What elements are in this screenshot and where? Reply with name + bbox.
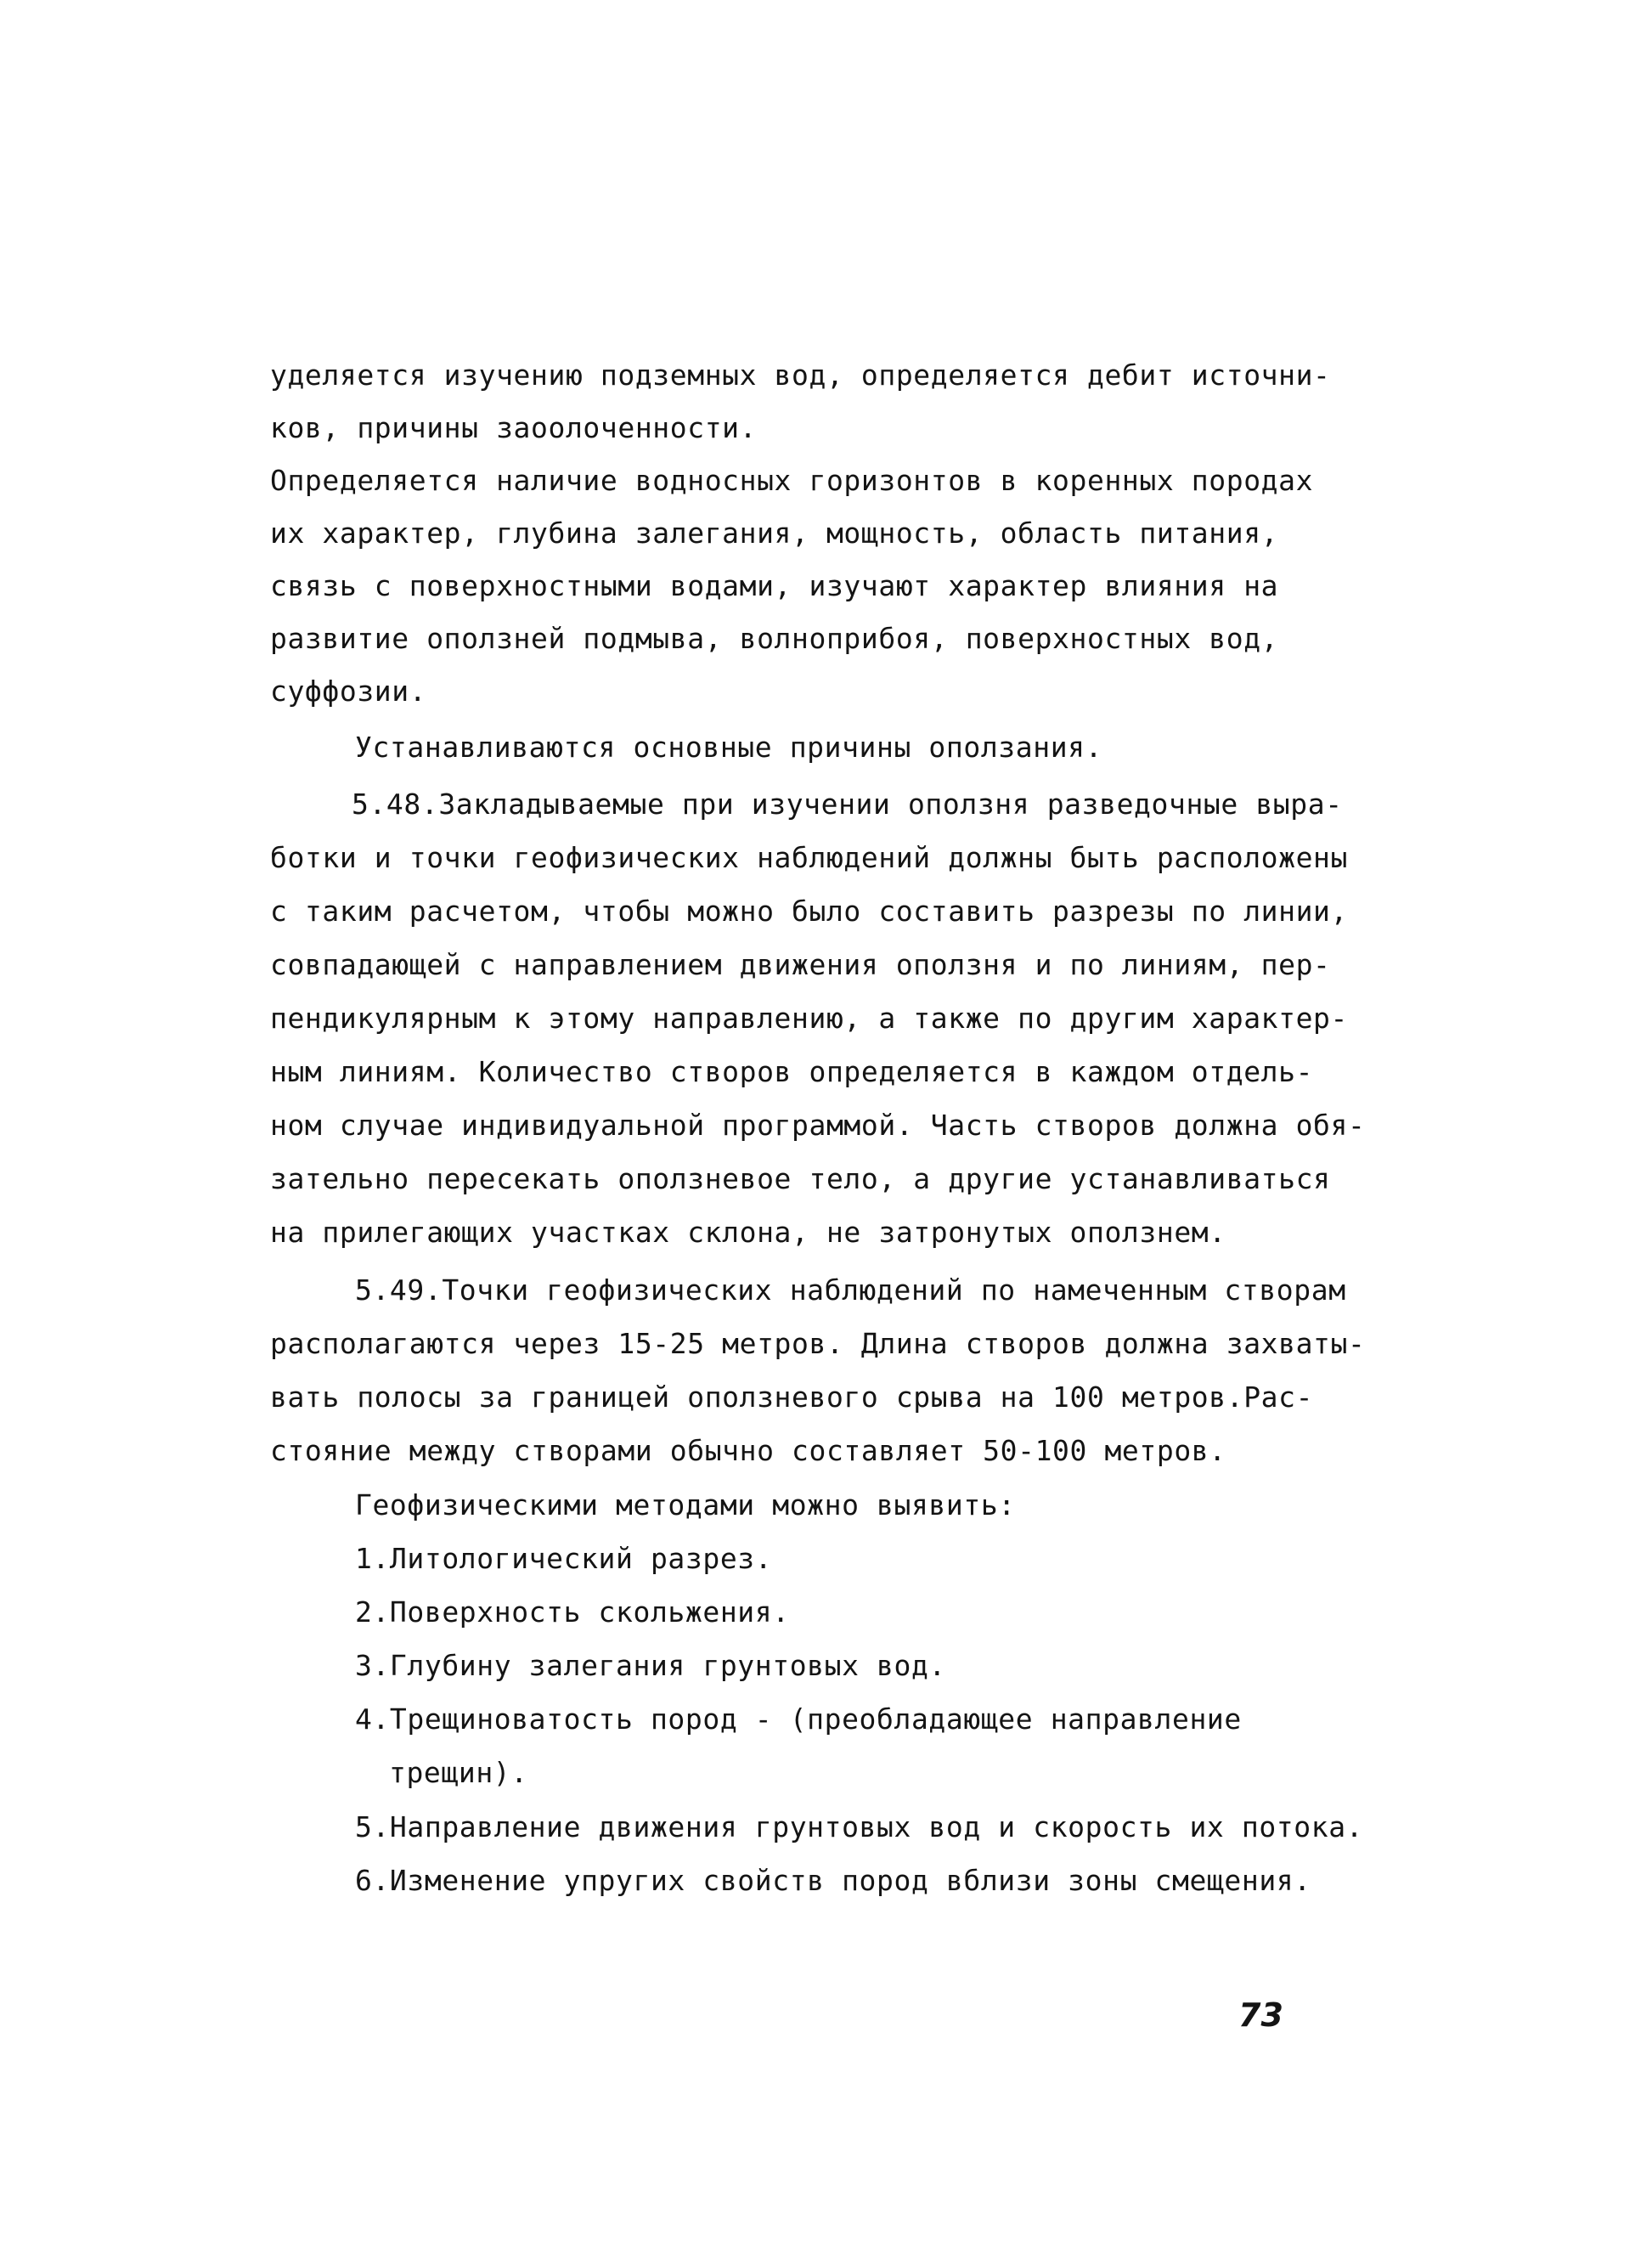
- text-line: совпадающей с направлением движения оползня и по линиям, пер-: [270, 948, 1331, 981]
- text-line: Определяется наличие водносных горизонтов в коренных породах: [270, 464, 1314, 497]
- text-line: 5.Направление движения грунтовых вод и скорость их потока.: [355, 1810, 1364, 1843]
- text-line: стояние между створами обычно составляет 50-100 метров.: [270, 1434, 1226, 1467]
- page-number: 73: [1238, 1996, 1283, 2034]
- text-line: 5.49.Точки геофизических наблюдений по намеченным створам: [355, 1273, 1346, 1307]
- text-line: ботки и точки геофизических наблюдений должны быть расположены: [270, 841, 1348, 874]
- text-line: Устанавливаются основные причины оползания.: [355, 731, 1103, 764]
- text-line: суффозии.: [270, 675, 427, 708]
- text-line: ном случае индивидуальной программой. Часть створов должна обя-: [270, 1109, 1366, 1142]
- text-line: располагаются через 15-25 метров. Длина створов должна захваты-: [270, 1327, 1366, 1360]
- text-line: 3.Глубину залегания грунтовых вод.: [355, 1649, 946, 1682]
- text-line: 6.Изменение упругих свойств пород вблизи зоны смещения.: [355, 1864, 1311, 1897]
- text-line: 2.Поверхность скольжения.: [355, 1595, 790, 1629]
- text-line: уделяется изучению подземных вод, определяется дебит источни-: [270, 359, 1331, 392]
- text-line: 1.Литологический разрез.: [355, 1542, 773, 1575]
- text-line: их характер, глубина залегания, мощность, область питания,: [270, 517, 1279, 550]
- text-line: зательно пересекать оползневое тело, а другие устанавливаться: [270, 1162, 1331, 1195]
- text-line: 4.Трещиноватость пород - (преобладающее направление: [355, 1702, 1242, 1736]
- text-line: на прилегающих участках склона, не затронутых оползнем.: [270, 1216, 1226, 1249]
- text-line: ным линиям. Количество створов определяется в каждом отдель-: [270, 1055, 1314, 1088]
- text-line: связь с поверхностными водами, изучают характер влияния на: [270, 569, 1279, 602]
- text-line: с таким расчетом, чтобы можно было составить разрезы по линии,: [270, 895, 1348, 928]
- text-line: Геофизическими методами можно выявить:: [355, 1488, 1016, 1522]
- text-line: вать полосы за границей оползневого срыва на 100 метров.Рас-: [270, 1380, 1314, 1414]
- text-line: пендикулярным к этому направлению, а также по другим характер-: [270, 1002, 1348, 1035]
- text-line: развитие оползней подмыва, волноприбоя, поверхностных вод,: [270, 622, 1279, 655]
- text-line: ков, причины заоолоченности.: [270, 411, 758, 444]
- text-line: трещин).: [389, 1756, 528, 1789]
- text-line: 5.48.Закладываемые при изучении оползня разведочные выра-: [352, 788, 1343, 821]
